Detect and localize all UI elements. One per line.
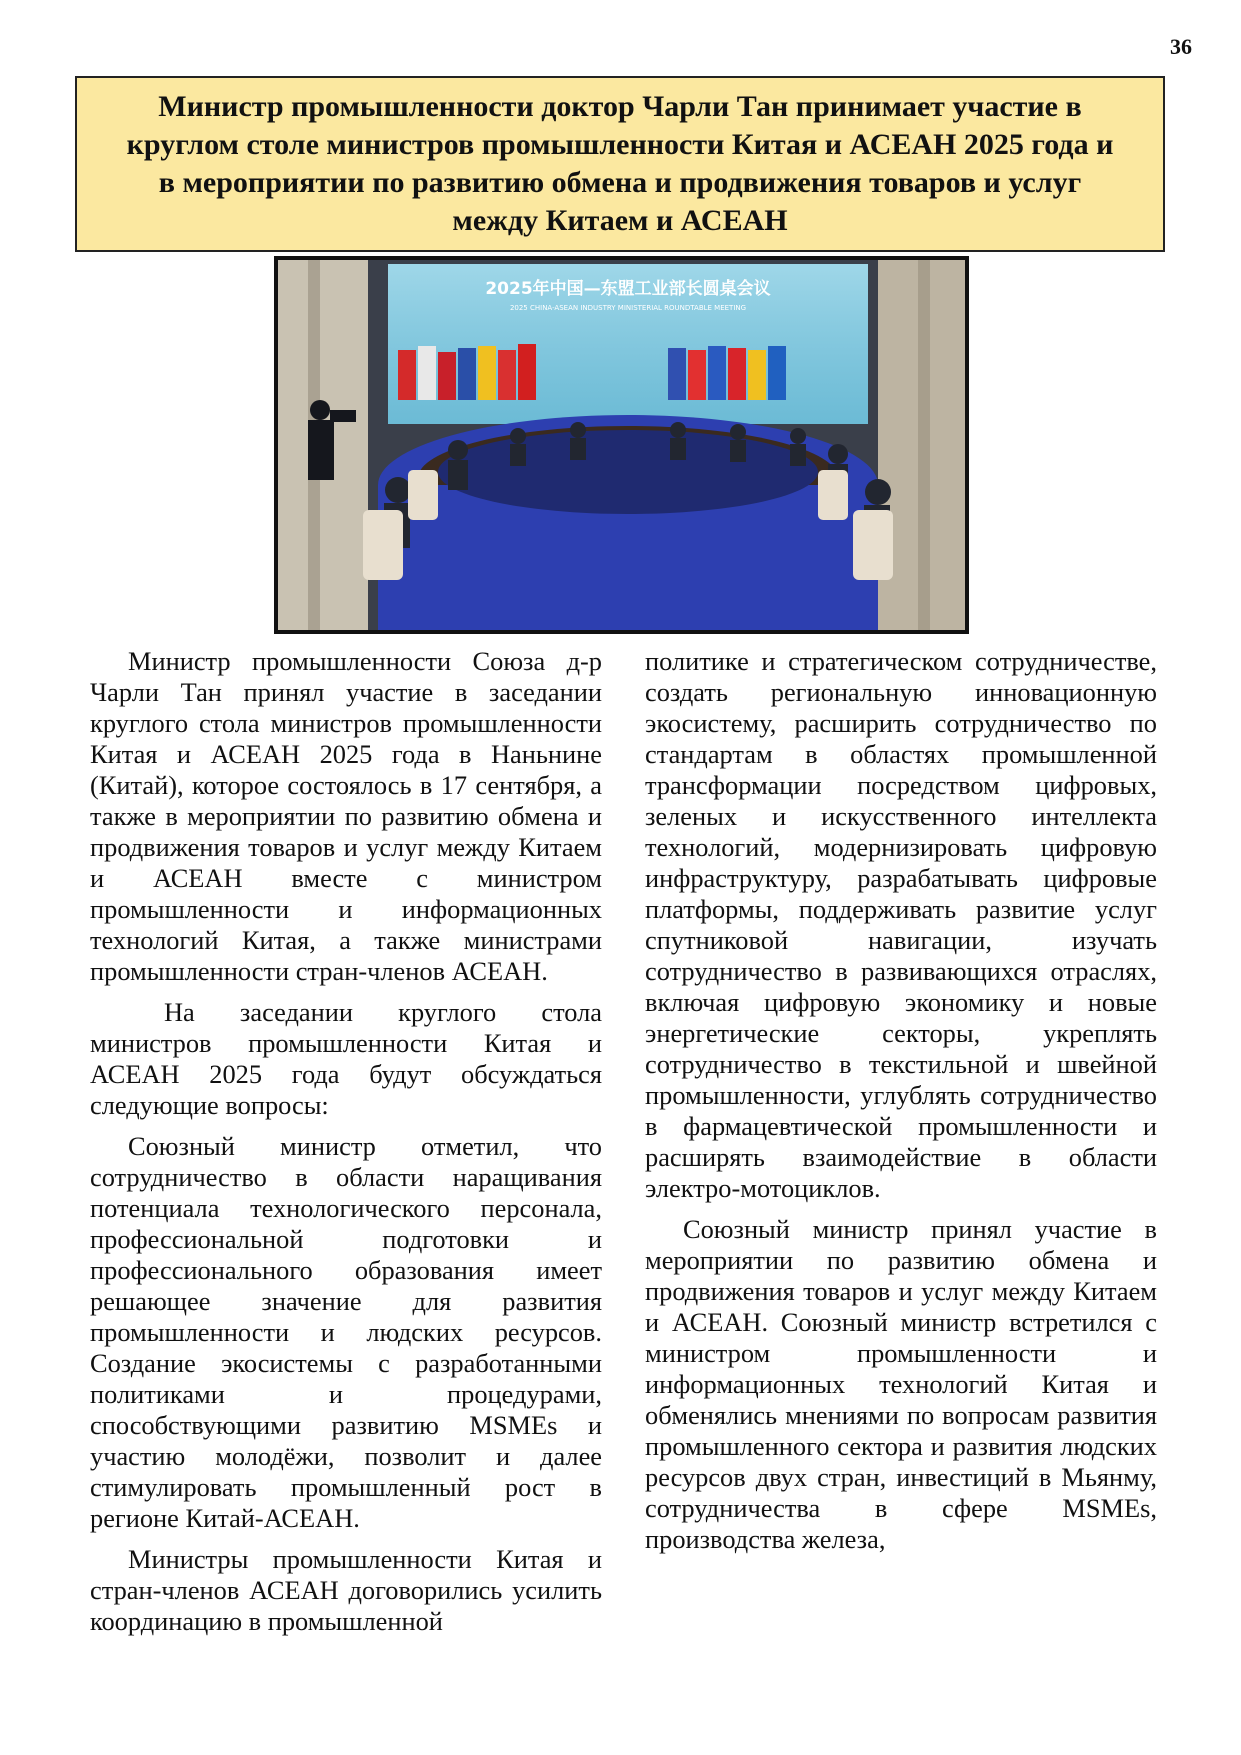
left-paragraph-1: Министр промышленности Союза д-р Чарли Тан принял участие в заседании круглого стола министров промышленности Китая и АСЕАН 2025 года в Наньнине (Китай), которое состоялось в 17 сентября, а также в мероприятии по развитию обмена и продвижения товаров и услуг между Китаем и АСЕАН вместе с министром промышленности и информационных технологий Китая, а также министрами промышленности стран-членов АСЕАН.: [90, 646, 602, 986]
left-paragraph-4: Министры промышленности Китая и стран-членов АСЕАН договорились усилить координацию в промышленной: [90, 1544, 602, 1636]
title-box: [75, 76, 1165, 252]
left-paragraph-3: Союзный министр отметил, что сотрудничество в области наращивания потенциала технологического персонала, профессиональной подготовки и профессионального образования имеет решающее значение для развития промышленности и людских ресурсов. Создание экосистемы с разработанными политиками и процедурами, способствующими развитию MSMEs и участию молодёжи, позволит и далее стимулировать промышленный рост в регионе Китай-АСЕАН.: [90, 1131, 602, 1533]
page-number: 36: [1170, 34, 1192, 59]
meeting-photo: [274, 256, 969, 634]
banner-english-title: 2025 CHINA-ASEAN INDUSTRY MINISTERIAL ROUNDTABLE MEETING: [509, 304, 747, 312]
banner-chinese-title: 2025年中国—东盟工业部长圆桌会议: [485, 279, 771, 299]
left-column: [90, 646, 602, 1647]
right-paragraph-2: Союзный министр принял участие в мероприятии по развитию обмена и продвижения товаров и услуг между Китаем и АСЕАН. Союзный министр встретился с министром промышленности и информационных технологий Китая и обменялись мнениями по вопросам развития промышленного сектора и развития людских ресурсов двух стран, инвестиций в Мьянму, сотрудничества в сфере MSMEs, производства железа,: [645, 1214, 1157, 1554]
flags-left: [398, 344, 536, 400]
left-paragraph-2: На заседании круглого стола министров промышленности Китая и АСЕАН 2025 года будут обсуждаться следующие вопросы:: [90, 997, 602, 1120]
right-paragraph-1: политике и стратегическом сотрудничестве, создать региональную инновационную экосистему, расширить сотрудничество по стандартам в областях промышленной трансформации посредством цифровых, зеленых и искусственного интеллекта технологий, модернизировать цифровую инфраструктуру, разрабатывать цифровые платформы, поддерживать развитие услуг спутниковой навигации, изучать сотрудничество в развивающихся отраслях, включая цифровую экономику и новые энергетические секторы, укреплять сотрудничество в текстильной и швейной промышленности, углублять сотрудничество в фармацевтической промышленности и расширять взаимодействие в области электро-мотоциклов.: [645, 646, 1157, 1203]
right-column: [645, 646, 1157, 1565]
page-title: Министр промышленности доктор Чарли Тан принимает участие в круглом столе министров промышленности Китая и АСЕАН 2025 года и в мероприятии по развитию обмена и продвижения товаров и услуг между Китаем и АСЕАН: [126, 90, 1114, 237]
